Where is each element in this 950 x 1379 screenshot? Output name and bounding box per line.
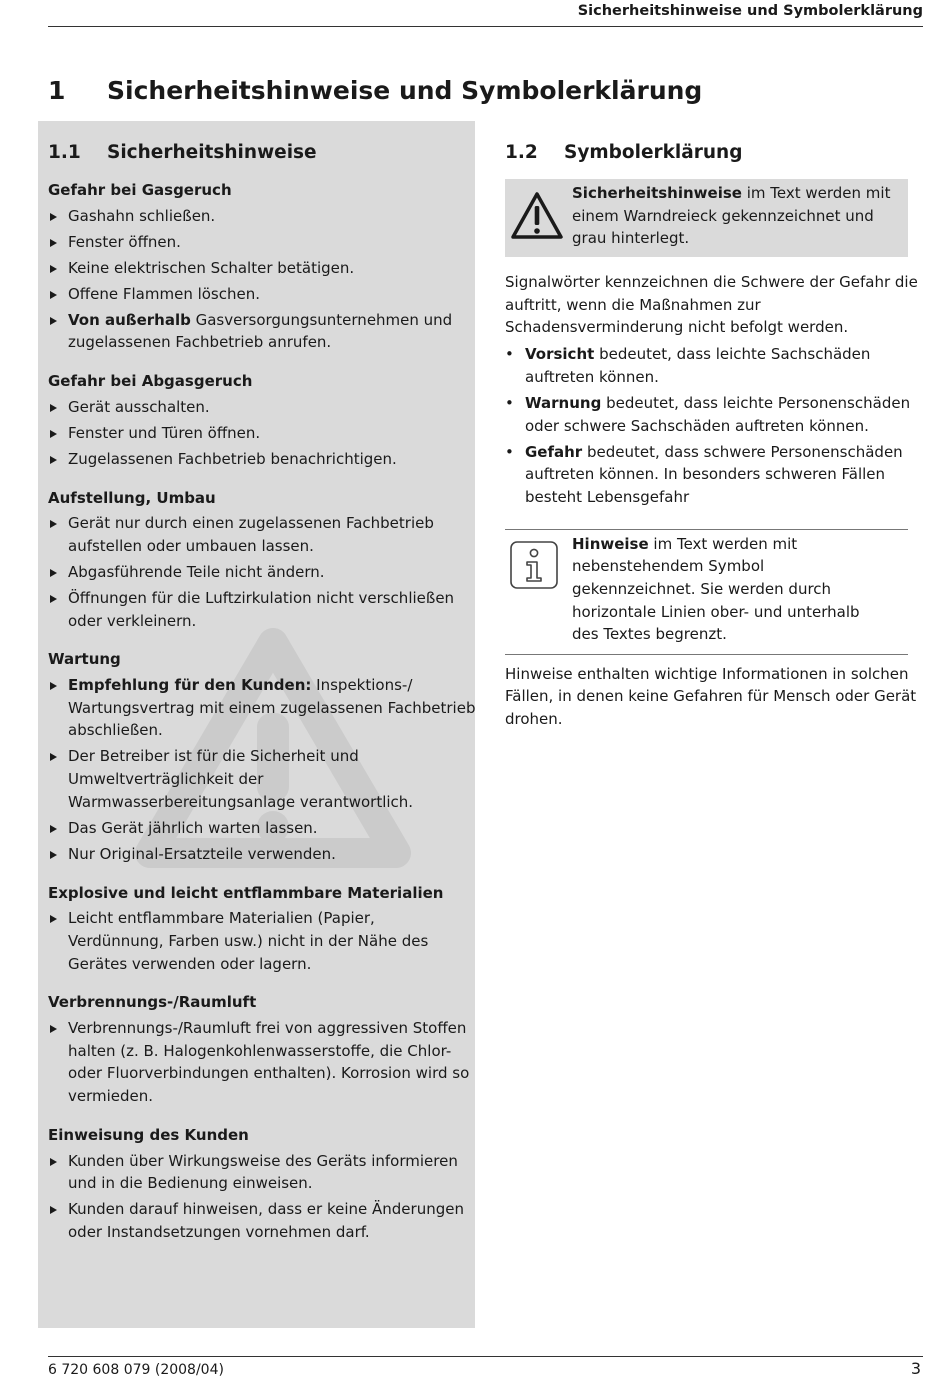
text-line: Abgasführende Teile nicht ändern.: [68, 562, 325, 581]
text-line: Gerät ausschalten.: [68, 397, 210, 416]
group-title: Explosive und leicht entflammbare Materialien: [48, 883, 444, 902]
emphasis: Hinweise: [572, 534, 649, 553]
instruction-list: [48, 907, 468, 975]
safety-panel: [38, 121, 475, 1328]
text-line: Der Betreiber ist für die Sicherheit und: [68, 747, 359, 766]
safety-groups: [48, 179, 475, 1244]
text-line: Hinweise enthalten wichtige Informationen in solchen: [505, 664, 909, 683]
instruction-item: [48, 448, 468, 471]
chapter-number: 1: [48, 76, 66, 105]
section-number: 1.1: [48, 142, 81, 163]
action-arrow-icon: [50, 915, 57, 923]
text-line: Schadensverminderung nicht befolgt werden.: [505, 318, 849, 337]
text-line: oder Fluorverbindungen enthalten). Korrosion wird so: [68, 1064, 470, 1083]
action-arrow-icon: [50, 456, 57, 464]
text-line: Wartungsvertrag mit einem zugelassenen Fachbetrieb: [68, 698, 475, 717]
action-arrow-icon: [50, 239, 57, 247]
section-number: 1.2: [505, 142, 538, 163]
text-line: drohen.: [505, 710, 563, 729]
action-arrow-icon: [50, 404, 57, 412]
section-title-symbols: [505, 141, 917, 165]
instruction-item: [48, 587, 468, 632]
emphasis: Vorsicht: [525, 345, 595, 364]
instruction-item: [48, 907, 468, 975]
text-line: auftreten können.: [525, 367, 659, 386]
text-line: Keine elektrischen Schalter betätigen.: [68, 258, 355, 277]
text-line: Fällen, in denen keine Gefahren für Mensch oder Gerät: [505, 687, 917, 706]
instruction-item: [48, 283, 468, 306]
text-line: Signalwörter kennzeichnen die Schwere der Gefahr die: [505, 273, 918, 291]
instruction-item: [48, 231, 468, 254]
running-header-title: Sicherheitshinweise und Symbolerklärung: [577, 3, 923, 19]
text-line: Warmwasserbereitungsanlage verantwortlich.: [68, 792, 414, 811]
action-arrow-icon: [50, 1158, 57, 1166]
text-line: gekennzeichnet. Sie werden durch: [572, 580, 832, 599]
action-arrow-icon: [50, 265, 57, 273]
action-arrow-icon: [50, 569, 57, 577]
group-title: Einweisung des Kunden: [48, 1125, 249, 1144]
text-line: des Textes begrenzt.: [572, 625, 727, 644]
instruction-item: [48, 309, 468, 354]
signal-words-intro: [505, 271, 917, 339]
instruction-list: [48, 512, 468, 632]
action-arrow-icon: [50, 682, 57, 690]
action-arrow-icon: [50, 595, 57, 603]
text-line: Gashahn schließen.: [68, 206, 216, 225]
action-arrow-icon: [50, 753, 57, 761]
safety-group: [48, 487, 468, 633]
action-arrow-icon: [50, 291, 57, 299]
text-line: horizontale Linien ober- und unterhalb: [572, 602, 860, 621]
text-line: Nur Original-Ersatzteile verwenden.: [68, 844, 336, 863]
emphasis: Sicherheitshinweise: [572, 184, 742, 202]
action-arrow-icon: [50, 1206, 57, 1214]
group-title: Gefahr bei Abgasgeruch: [48, 372, 253, 391]
text-line: aufstellen oder umbauen lassen.: [68, 536, 314, 555]
chapter-title-text: Sicherheitshinweise und Symbolerklärung: [107, 76, 703, 105]
action-arrow-icon: [50, 213, 57, 221]
safety-group: [48, 179, 468, 354]
text-line: Umweltverträglichkeit der: [68, 770, 264, 789]
safety-group: [48, 1124, 468, 1244]
instruction-item: [48, 817, 468, 840]
action-arrow-icon: [50, 1025, 57, 1033]
signal-word-item: [505, 343, 917, 388]
text-line: oder verkleinern.: [68, 611, 197, 630]
section-title-safety: [48, 141, 468, 165]
text-line: auftreten können. In besonders schweren Fällen: [525, 465, 886, 484]
instruction-list: [48, 674, 475, 866]
note-box: [505, 529, 908, 655]
group-title: Verbrennungs-/Raumluft: [48, 993, 257, 1012]
text-line: und in die Bedienung einweisen.: [68, 1174, 313, 1193]
text-line: Zugelassenen Fachbetrieb benachrichtigen.: [68, 449, 397, 468]
text-line: Kunden über Wirkungsweise des Geräts informieren: [68, 1151, 458, 1170]
running-header: [48, 0, 923, 27]
chapter-title: [48, 76, 702, 105]
instruction-item: [48, 745, 468, 813]
text-line: Warnung bedeutet, dass leichte Personenschäden: [525, 393, 911, 412]
text-line: Gerätes verwenden oder lagern.: [68, 954, 312, 973]
text-line: nebenstehendem Symbol: [572, 557, 765, 576]
instruction-item: [48, 843, 468, 866]
emphasis: Gefahr: [525, 442, 583, 461]
info-note-icon: [509, 540, 559, 590]
action-arrow-icon: [50, 317, 57, 325]
text-line: Öffnungen für die Luftzirkulation nicht verschließen: [68, 588, 455, 607]
warning-box: [505, 179, 908, 257]
page-number: 3: [910, 1359, 921, 1378]
instruction-item: [48, 1017, 468, 1108]
text-line: halten (z. B. Halogenkohlenwasserstoffe, die Chlor-: [68, 1041, 452, 1060]
warning-box-text: [572, 182, 890, 250]
instruction-item: [48, 674, 475, 742]
text-line: einem Warndreieck gekennzeichnet und: [572, 206, 874, 225]
safety-group: [48, 991, 468, 1108]
emphasis: Empfehlung für den Kunden:: [68, 676, 312, 695]
section-title-text: Symbolerklärung: [564, 142, 743, 163]
emphasis: Warnung: [525, 393, 602, 412]
group-title: Wartung: [48, 650, 121, 669]
instruction-item: [48, 422, 468, 445]
text-line: Fenster und Türen öffnen.: [68, 423, 261, 442]
text-line: Von außerhalb Gasversorgungsunternehmen und: [68, 310, 453, 329]
text-line: Empfehlung für den Kunden: Inspektions-/: [68, 676, 413, 695]
text-line: Verdünnung, Farben usw.) nicht in der Nähe des: [68, 931, 429, 950]
signal-word-item: [505, 392, 917, 437]
instruction-list: [48, 1017, 468, 1108]
text-line: Leicht entflammbare Materialien (Papier,: [68, 909, 375, 928]
text-line: oder Instandsetzungen vornehmen darf.: [68, 1222, 370, 1241]
action-arrow-icon: [50, 520, 57, 528]
text-line: Vorsicht bedeutet, dass leichte Sachschäden: [525, 345, 871, 364]
instruction-item: [48, 561, 468, 584]
instruction-list: [48, 1150, 468, 1244]
note-box-text: [572, 533, 860, 647]
safety-group: [48, 370, 468, 470]
safety-group: [48, 882, 468, 976]
instruction-item: [48, 512, 468, 557]
text-line: Hinweise im Text werden mit: [572, 534, 798, 553]
text-line: oder schwere Sachschäden auftreten können.: [525, 416, 869, 435]
text-line: Das Gerät jährlich warten lassen.: [68, 818, 318, 837]
action-arrow-icon: [50, 430, 57, 438]
text-line: zugelassenen Fachbetrieb anrufen.: [68, 333, 332, 352]
text-line: Kunden darauf hinweisen, dass er keine Änderungen: [68, 1200, 464, 1219]
text-line: Sicherheitshinweise im Text werden mit: [572, 184, 891, 202]
action-arrow-icon: [50, 825, 57, 833]
group-title: Gefahr bei Gasgeruch: [48, 181, 232, 199]
signal-word-item: [505, 441, 917, 509]
note-explanation: [505, 663, 917, 731]
bullet-icon: •: [505, 442, 514, 461]
action-arrow-icon: [50, 851, 57, 859]
signal-words-list: [505, 343, 917, 509]
text-line: besteht Lebensgefahr: [525, 487, 690, 506]
safety-group: [48, 648, 475, 865]
running-footer: [48, 1356, 923, 1378]
text-line: Fenster öffnen.: [68, 232, 181, 251]
text-line: Verbrennungs-/Raumluft frei von aggressiven Stoffen: [68, 1019, 467, 1038]
text-line: abschließen.: [68, 721, 163, 740]
emphasis: Von außerhalb: [68, 310, 191, 329]
instruction-list: [48, 396, 468, 471]
instruction-item: [48, 205, 468, 228]
instruction-list: [48, 205, 468, 354]
warning-triangle-icon: [509, 189, 565, 245]
text-line: vermieden.: [68, 1087, 154, 1106]
instruction-item: [48, 1150, 468, 1195]
group-title: Aufstellung, Umbau: [48, 488, 216, 507]
symbol-explanation: [505, 141, 917, 735]
instruction-item: [48, 396, 468, 419]
section-title-text: Sicherheitshinweise: [107, 142, 317, 163]
text-line: Gefahr bedeutet, dass schwere Personenschäden: [525, 442, 903, 461]
instruction-item: [48, 257, 468, 280]
document-number: 6 720 608 079 (2008/04): [48, 1362, 224, 1378]
text-line: grau hinterlegt.: [572, 229, 690, 248]
text-line: auftritt, wenn die Maßnahmen zur: [505, 295, 761, 314]
text-line: Gerät nur durch einen zugelassenen Fachbetrieb: [68, 514, 434, 533]
bullet-icon: •: [505, 393, 514, 412]
bullet-icon: •: [505, 345, 514, 364]
instruction-item: [48, 1198, 468, 1243]
text-line: Offene Flammen löschen.: [68, 284, 261, 303]
